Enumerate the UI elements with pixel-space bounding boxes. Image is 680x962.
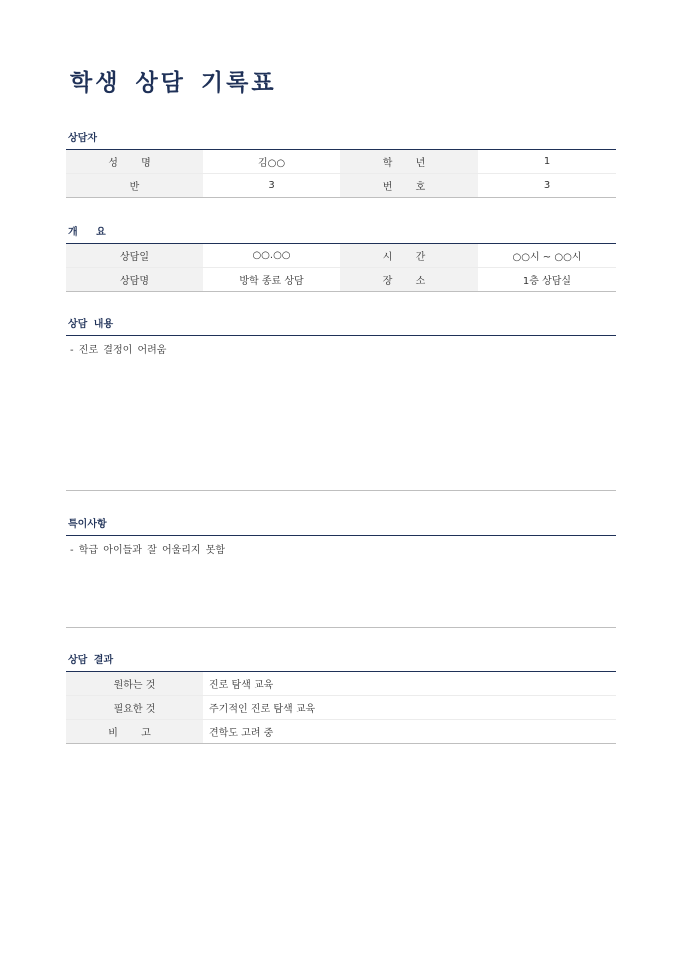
time-value: ○○시 ~ ○○시 xyxy=(478,244,616,268)
result-section xyxy=(66,654,616,744)
date-label: 상담일 xyxy=(66,244,203,268)
table-row xyxy=(66,174,616,198)
overview-section xyxy=(66,226,616,292)
table-row xyxy=(66,150,616,174)
remark-label: 비 고 xyxy=(66,720,203,744)
table-row xyxy=(66,720,616,744)
wish-value: 진로 탐색 교육 xyxy=(203,672,616,696)
wish-label: 원하는 것 xyxy=(66,672,203,696)
page-title: 학생 상담 기록표 xyxy=(70,70,277,96)
need-value: 주기적인 진로 탐색 교육 xyxy=(203,696,616,720)
table-row xyxy=(66,672,616,696)
date-value: ○○.○○ xyxy=(203,244,340,268)
counselee-table xyxy=(66,149,616,198)
name-value: 김○○ xyxy=(203,150,340,174)
notes-section-label: 특이사항 xyxy=(68,519,107,530)
overview-section-label: 개 요 xyxy=(68,227,112,238)
notes-text: - 학급 아이들과 잘 어울리지 못함 xyxy=(66,535,616,628)
table-row xyxy=(66,244,616,268)
result-section-label: 상담 결과 xyxy=(68,655,114,666)
time-label: 시 간 xyxy=(340,244,478,268)
content-text: - 진로 결정이 어려움 xyxy=(66,335,616,491)
overview-table xyxy=(66,243,616,292)
class-label: 반 xyxy=(66,174,203,198)
grade-label: 학 년 xyxy=(340,150,478,174)
content-section xyxy=(66,318,616,491)
session-name-value: 방학 종료 상담 xyxy=(239,276,304,287)
place-value: 1층 상담실 xyxy=(522,276,572,287)
place-label: 장 소 xyxy=(340,268,478,292)
table-row xyxy=(66,268,616,292)
counselee-section xyxy=(66,132,616,198)
result-table xyxy=(66,671,616,744)
content-section-label: 상담 내용 xyxy=(68,319,114,330)
notes-section xyxy=(66,518,616,628)
session-name-label: 상담명 xyxy=(66,268,203,292)
name-label: 성 명 xyxy=(66,150,203,174)
number-label: 번 호 xyxy=(340,174,478,198)
number-value: 3 xyxy=(543,180,551,191)
need-label: 필요한 것 xyxy=(66,696,203,720)
remark-value: 견학도 고려 중 xyxy=(209,728,274,739)
table-row xyxy=(66,696,616,720)
counselee-section-label: 상담자 xyxy=(68,133,97,144)
class-value: 3 xyxy=(268,180,275,191)
grade-value: 1 xyxy=(478,150,616,174)
